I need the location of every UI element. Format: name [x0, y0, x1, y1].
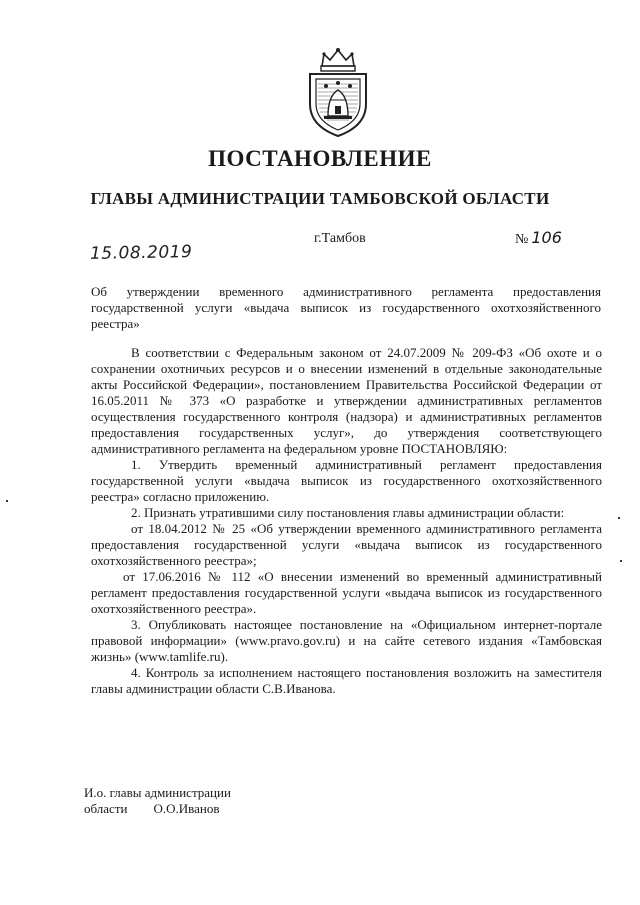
- number-value: 106: [531, 228, 562, 247]
- scan-speck: [620, 560, 622, 562]
- document-title: ПОСТАНОВЛЕНИЕ: [208, 146, 432, 171]
- document-subject: Об утверждении временного административного регламента предоставления государственной услуги «выдача выписок из государственного охотхозяйственного реестра»: [91, 284, 601, 331]
- document-city: г.Тамбов: [314, 231, 366, 246]
- item-2b-paragraph: от 17.06.2016 № 112 «О внесении изменений во временный административный регламент предоставления государственной услуги «выдача выписок из государственного охотхозяйственного реестра».: [91, 569, 602, 616]
- number-prefix: №: [515, 232, 529, 247]
- signature-line2: [84, 801, 231, 817]
- signature-block: [84, 785, 231, 817]
- item-2-paragraph: 2. Признать утратившими силу постановления главы администрации области:: [131, 505, 565, 520]
- signature-position-line1: И.о. главы администрации: [84, 785, 231, 800]
- item-2a-paragraph: от 18.04.2012 № 25 «Об утверждении временного административного регламента предоставления государственной услуги «выдача выписок из государственного охотхозяйственного реестра»;: [91, 521, 602, 568]
- document-subtitle: ГЛАВЫ АДМИНИСТРАЦИИ ТАМБОВСКОЙ ОБЛАСТИ: [90, 189, 550, 208]
- scan-speck: [618, 517, 620, 519]
- tambov-coat-of-arms-icon: [300, 46, 376, 138]
- item-3-paragraph: 3. Опубликовать настоящее постановление на «Официальном интернет-портале правовой информации» (www.pravo.gov.ru) и на сайте сетевого издания «Тамбовская жизнь» (www.tamlife.ru).: [91, 617, 602, 664]
- document-body: [91, 345, 602, 697]
- scan-speck: [6, 500, 8, 502]
- signature-position-line2: области: [84, 801, 128, 816]
- item-4-paragraph: 4. Контроль за исполнением настоящего постановления возложить на заместителя главы администрации области С.В.Иванова.: [91, 665, 602, 696]
- document-date: 15.08.2019: [89, 242, 193, 264]
- preamble-paragraph: В соответствии с Федеральным законом от 24.07.2009 № 209-ФЗ «Об охоте и о сохранении охотничьих ресурсов и о внесении изменений в отдельные законодательные акты Российской Федерации», постановлением Правительства Российской Федерации от 16.05.2011 № 373 «О разработке и утверждении административных регламентов осуществления государственного контроля (надзора) и административных регламентов предоставления государственных услуг», до утверждения соответствующего административного регламента на федеральном уровне ПОСТАНОВЛЯЮ:: [91, 345, 602, 456]
- document-number: [515, 228, 562, 248]
- signatory-name: О.О.Иванов: [153, 801, 220, 816]
- item-1-paragraph: 1. Утвердить временный административный регламент предоставления государственной услуги «выдача выписок из государственного охотхозяйственного реестра» согласно приложению.: [91, 457, 602, 504]
